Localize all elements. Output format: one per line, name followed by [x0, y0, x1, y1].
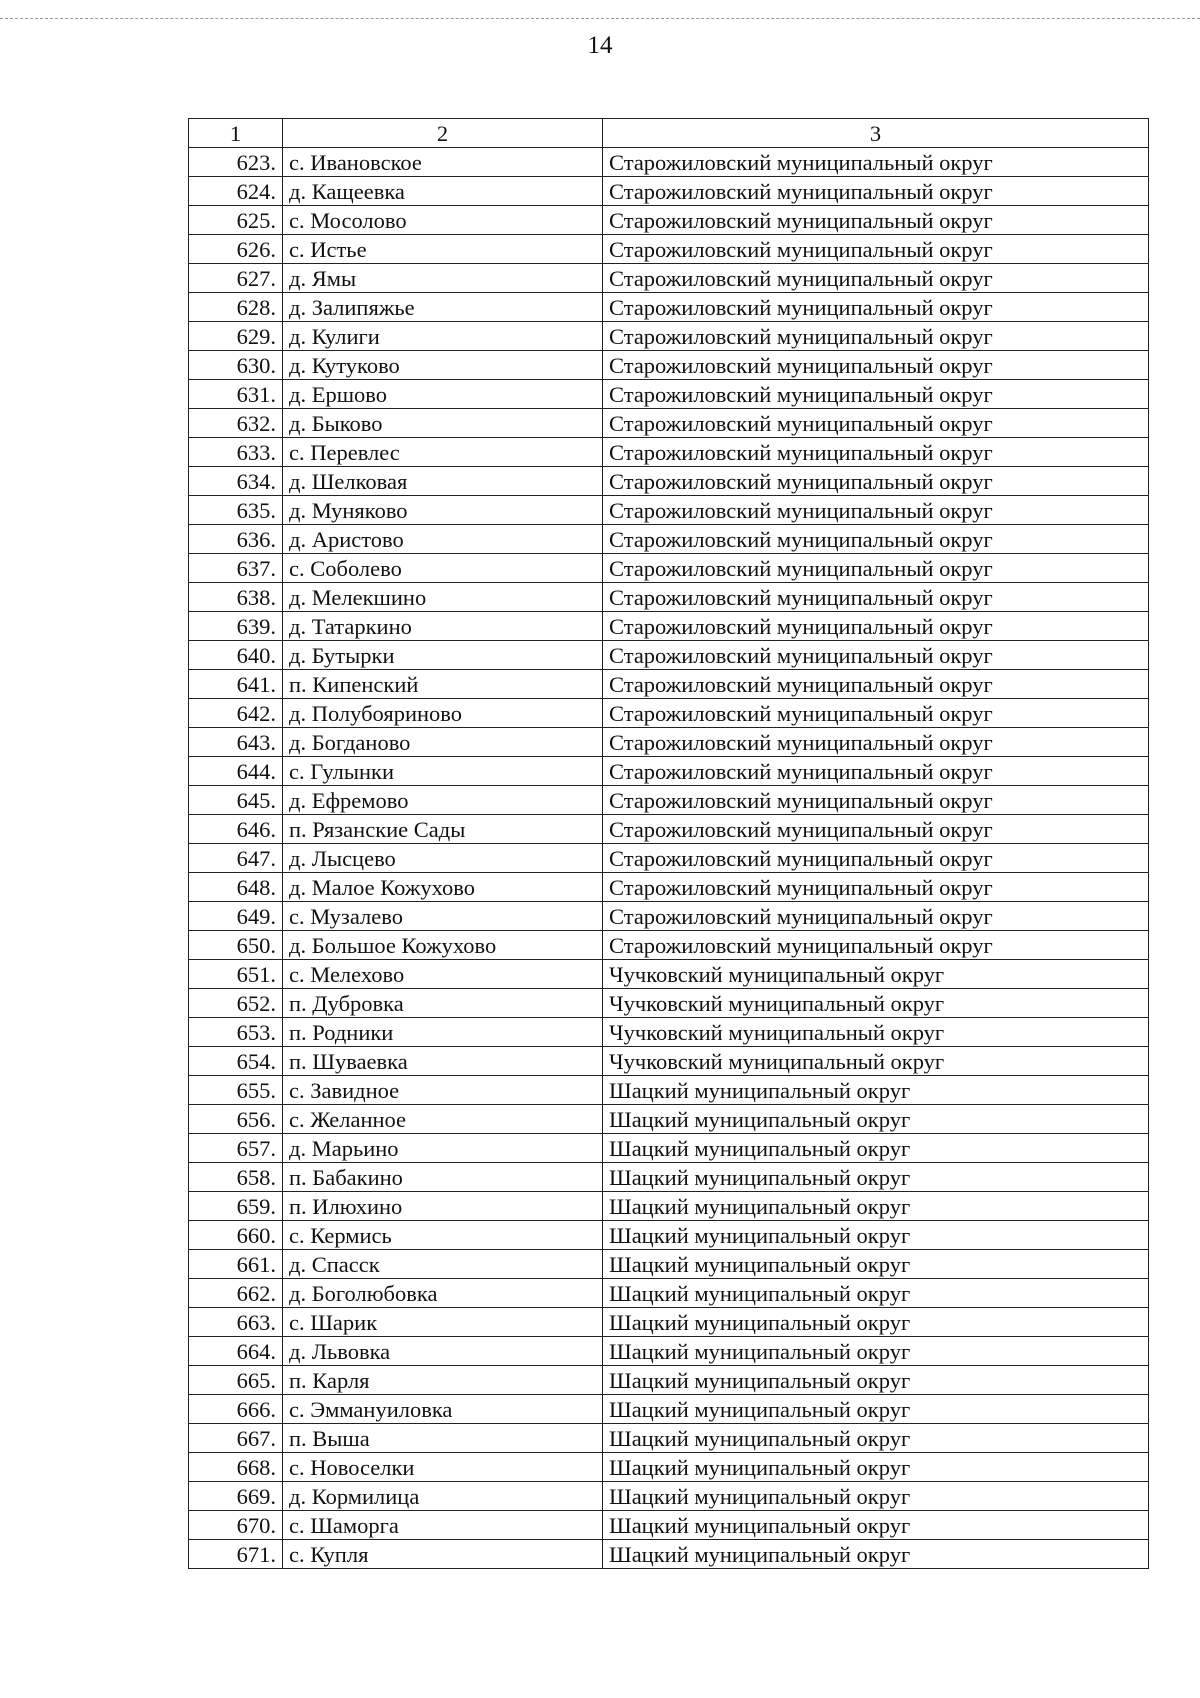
header-col-2: 2: [283, 119, 603, 148]
table-row: [189, 496, 1149, 525]
table-row: [189, 1279, 1149, 1308]
table-row: [189, 1192, 1149, 1221]
table-row: [189, 728, 1149, 757]
settlement-name: д. Татаркино: [283, 612, 603, 641]
page-number: 14: [587, 32, 613, 59]
settlement-name: п. Рязанские Сады: [283, 815, 603, 844]
settlement-name: д. Малое Кожухово: [283, 873, 603, 902]
district-name: Шацкий муниципальный округ: [603, 1424, 1149, 1453]
settlement-name: п. Дубровка: [283, 989, 603, 1018]
table-row: [189, 612, 1149, 641]
table-row: [189, 1250, 1149, 1279]
table-row: [189, 1540, 1149, 1569]
settlement-name: с. Новоселки: [283, 1453, 603, 1482]
district-name: Старожиловский муниципальный округ: [603, 815, 1149, 844]
row-number: 627.: [189, 264, 283, 293]
row-number: 631.: [189, 380, 283, 409]
row-number: 648.: [189, 873, 283, 902]
row-number: 650.: [189, 931, 283, 960]
table-row: [189, 757, 1149, 786]
district-name: Старожиловский муниципальный округ: [603, 583, 1149, 612]
header-col-1: 1: [189, 119, 283, 148]
table-row: [189, 1221, 1149, 1250]
settlement-name: д. Ефремово: [283, 786, 603, 815]
district-name: Старожиловский муниципальный округ: [603, 496, 1149, 525]
district-name: Шацкий муниципальный округ: [603, 1366, 1149, 1395]
district-name: Старожиловский муниципальный округ: [603, 438, 1149, 467]
table-row: [189, 989, 1149, 1018]
settlement-name: п. Шуваевка: [283, 1047, 603, 1076]
settlement-name: п. Выша: [283, 1424, 603, 1453]
row-number: 669.: [189, 1482, 283, 1511]
row-number: 640.: [189, 641, 283, 670]
district-name: Старожиловский муниципальный округ: [603, 612, 1149, 641]
table-row: [189, 670, 1149, 699]
table-row: [189, 264, 1149, 293]
settlement-name: п. Илюхино: [283, 1192, 603, 1221]
district-name: Старожиловский муниципальный округ: [603, 554, 1149, 583]
district-name: Старожиловский муниципальный округ: [603, 844, 1149, 873]
table-row: [189, 351, 1149, 380]
table-row: [189, 322, 1149, 351]
row-number: 666.: [189, 1395, 283, 1424]
district-name: Старожиловский муниципальный округ: [603, 264, 1149, 293]
settlement-name: с. Шаморга: [283, 1511, 603, 1540]
table-row: [189, 438, 1149, 467]
row-number: 671.: [189, 1540, 283, 1569]
district-name: Старожиловский муниципальный округ: [603, 670, 1149, 699]
settlement-name: д. Лысцево: [283, 844, 603, 873]
row-number: 625.: [189, 206, 283, 235]
table-row: [189, 786, 1149, 815]
row-number: 644.: [189, 757, 283, 786]
district-name: Старожиловский муниципальный округ: [603, 235, 1149, 264]
district-name: Старожиловский муниципальный округ: [603, 293, 1149, 322]
table-row: [189, 1453, 1149, 1482]
settlement-name: с. Соболево: [283, 554, 603, 583]
district-name: Шацкий муниципальный округ: [603, 1308, 1149, 1337]
settlement-name: с. Мелехово: [283, 960, 603, 989]
settlement-name: д. Кулиги: [283, 322, 603, 351]
settlement-name: д. Большое Кожухово: [283, 931, 603, 960]
settlement-name: д. Полубояриново: [283, 699, 603, 728]
settlement-name: д. Марьино: [283, 1134, 603, 1163]
district-name: Старожиловский муниципальный округ: [603, 206, 1149, 235]
district-name: Шацкий муниципальный округ: [603, 1395, 1149, 1424]
district-name: Старожиловский муниципальный округ: [603, 177, 1149, 206]
row-number: 643.: [189, 728, 283, 757]
table-row: [189, 1482, 1149, 1511]
district-name: Старожиловский муниципальный округ: [603, 148, 1149, 177]
row-number: 670.: [189, 1511, 283, 1540]
settlement-name: с. Гулынки: [283, 757, 603, 786]
row-number: 639.: [189, 612, 283, 641]
row-number: 629.: [189, 322, 283, 351]
table-row: [189, 1308, 1149, 1337]
row-number: 634.: [189, 467, 283, 496]
district-name: Шацкий муниципальный округ: [603, 1453, 1149, 1482]
table-row: [189, 902, 1149, 931]
table-row: [189, 1134, 1149, 1163]
row-number: 663.: [189, 1308, 283, 1337]
district-name: Шацкий муниципальный округ: [603, 1221, 1149, 1250]
district-name: Шацкий муниципальный округ: [603, 1134, 1149, 1163]
table-row: [189, 1076, 1149, 1105]
row-number: 626.: [189, 235, 283, 264]
district-name: Шацкий муниципальный округ: [603, 1250, 1149, 1279]
table-row: [189, 1163, 1149, 1192]
table-row: [189, 467, 1149, 496]
row-number: 653.: [189, 1018, 283, 1047]
district-name: Чучковский муниципальный округ: [603, 1047, 1149, 1076]
settlement-name: д. Ершово: [283, 380, 603, 409]
row-number: 659.: [189, 1192, 283, 1221]
district-name: Шацкий муниципальный округ: [603, 1192, 1149, 1221]
row-number: 646.: [189, 815, 283, 844]
row-number: 624.: [189, 177, 283, 206]
settlement-name: д. Муняково: [283, 496, 603, 525]
row-number: 623.: [189, 148, 283, 177]
row-number: 656.: [189, 1105, 283, 1134]
table-row: [189, 960, 1149, 989]
table-row: [189, 1018, 1149, 1047]
settlement-name: с. Ивановское: [283, 148, 603, 177]
table-header: [189, 119, 1149, 148]
settlement-name: д. Быково: [283, 409, 603, 438]
table-row: [189, 1337, 1149, 1366]
district-name: Шацкий муниципальный округ: [603, 1337, 1149, 1366]
district-name: Старожиловский муниципальный округ: [603, 409, 1149, 438]
table-body: [189, 148, 1149, 1569]
settlement-name: д. Бутырки: [283, 641, 603, 670]
row-number: 654.: [189, 1047, 283, 1076]
district-name: Старожиловский муниципальный округ: [603, 728, 1149, 757]
row-number: 655.: [189, 1076, 283, 1105]
district-name: Старожиловский муниципальный округ: [603, 467, 1149, 496]
row-number: 649.: [189, 902, 283, 931]
table-row: [189, 699, 1149, 728]
district-name: Шацкий муниципальный округ: [603, 1279, 1149, 1308]
district-name: Шацкий муниципальный округ: [603, 1163, 1149, 1192]
settlement-name: д. Кормилица: [283, 1482, 603, 1511]
table-row: [189, 844, 1149, 873]
settlement-name: д. Кащеевка: [283, 177, 603, 206]
district-name: Шацкий муниципальный округ: [603, 1105, 1149, 1134]
row-number: 630.: [189, 351, 283, 380]
table-row: [189, 1105, 1149, 1134]
settlement-name: п. Родники: [283, 1018, 603, 1047]
row-number: 658.: [189, 1163, 283, 1192]
row-number: 633.: [189, 438, 283, 467]
table-row: [189, 1366, 1149, 1395]
table-row: [189, 815, 1149, 844]
row-number: 664.: [189, 1337, 283, 1366]
settlements-table: [188, 118, 1149, 1569]
settlement-name: п. Бабакино: [283, 1163, 603, 1192]
table-row: [189, 873, 1149, 902]
table-row: [189, 554, 1149, 583]
settlement-name: с. Истье: [283, 235, 603, 264]
district-name: Шацкий муниципальный округ: [603, 1540, 1149, 1569]
settlement-name: с. Купля: [283, 1540, 603, 1569]
table-row: [189, 1511, 1149, 1540]
table-row: [189, 1047, 1149, 1076]
district-name: Чучковский муниципальный округ: [603, 960, 1149, 989]
settlement-name: д. Кутуково: [283, 351, 603, 380]
table-row: [189, 931, 1149, 960]
settlement-name: д. Мелекшино: [283, 583, 603, 612]
district-name: Старожиловский муниципальный округ: [603, 873, 1149, 902]
row-number: 665.: [189, 1366, 283, 1395]
district-name: Старожиловский муниципальный округ: [603, 699, 1149, 728]
row-number: 638.: [189, 583, 283, 612]
settlement-name: п. Карля: [283, 1366, 603, 1395]
district-name: Старожиловский муниципальный округ: [603, 786, 1149, 815]
settlement-name: д. Спасск: [283, 1250, 603, 1279]
row-number: 645.: [189, 786, 283, 815]
settlement-name: с. Музалево: [283, 902, 603, 931]
header-row: [189, 119, 1149, 148]
row-number: 662.: [189, 1279, 283, 1308]
row-number: 632.: [189, 409, 283, 438]
district-name: Чучковский муниципальный округ: [603, 1018, 1149, 1047]
table-row: [189, 583, 1149, 612]
district-name: Шацкий муниципальный округ: [603, 1076, 1149, 1105]
row-number: 635.: [189, 496, 283, 525]
table-row: [189, 293, 1149, 322]
row-number: 628.: [189, 293, 283, 322]
settlement-name: с. Перевлес: [283, 438, 603, 467]
row-number: 667.: [189, 1424, 283, 1453]
row-number: 636.: [189, 525, 283, 554]
settlement-name: с. Желанное: [283, 1105, 603, 1134]
table-row: [189, 380, 1149, 409]
table-row: [189, 1395, 1149, 1424]
table-row: [189, 148, 1149, 177]
district-name: Шацкий муниципальный округ: [603, 1482, 1149, 1511]
table-row: [189, 409, 1149, 438]
district-name: Старожиловский муниципальный округ: [603, 322, 1149, 351]
district-name: Старожиловский муниципальный округ: [603, 931, 1149, 960]
district-name: Шацкий муниципальный округ: [603, 1511, 1149, 1540]
district-name: Старожиловский муниципальный округ: [603, 525, 1149, 554]
settlement-name: п. Кипенский: [283, 670, 603, 699]
table-row: [189, 206, 1149, 235]
district-name: Старожиловский муниципальный округ: [603, 351, 1149, 380]
row-number: 642.: [189, 699, 283, 728]
scan-top-edge-line: [0, 18, 1200, 19]
settlement-name: д. Боголюбовка: [283, 1279, 603, 1308]
settlement-name: д. Шелковая: [283, 467, 603, 496]
row-number: 641.: [189, 670, 283, 699]
table-row: [189, 525, 1149, 554]
header-col-3: 3: [603, 119, 1149, 148]
district-name: Старожиловский муниципальный округ: [603, 641, 1149, 670]
table-row: [189, 641, 1149, 670]
row-number: 657.: [189, 1134, 283, 1163]
district-name: Старожиловский муниципальный округ: [603, 757, 1149, 786]
row-number: 660.: [189, 1221, 283, 1250]
row-number: 647.: [189, 844, 283, 873]
table-row: [189, 1424, 1149, 1453]
settlement-name: с. Завидное: [283, 1076, 603, 1105]
row-number: 661.: [189, 1250, 283, 1279]
row-number: 637.: [189, 554, 283, 583]
settlement-name: с. Шарик: [283, 1308, 603, 1337]
district-name: Старожиловский муниципальный округ: [603, 380, 1149, 409]
settlement-name: с. Мосолово: [283, 206, 603, 235]
row-number: 652.: [189, 989, 283, 1018]
settlement-name: д. Богданово: [283, 728, 603, 757]
row-number: 651.: [189, 960, 283, 989]
settlement-name: д. Ямы: [283, 264, 603, 293]
settlement-name: д. Залипяжье: [283, 293, 603, 322]
table-row: [189, 235, 1149, 264]
table-row: [189, 177, 1149, 206]
row-number: 668.: [189, 1453, 283, 1482]
settlement-name: с. Кермись: [283, 1221, 603, 1250]
district-name: Чучковский муниципальный округ: [603, 989, 1149, 1018]
settlement-name: д. Аристово: [283, 525, 603, 554]
settlement-name: д. Львовка: [283, 1337, 603, 1366]
settlement-name: с. Эммануиловка: [283, 1395, 603, 1424]
district-name: Старожиловский муниципальный округ: [603, 902, 1149, 931]
